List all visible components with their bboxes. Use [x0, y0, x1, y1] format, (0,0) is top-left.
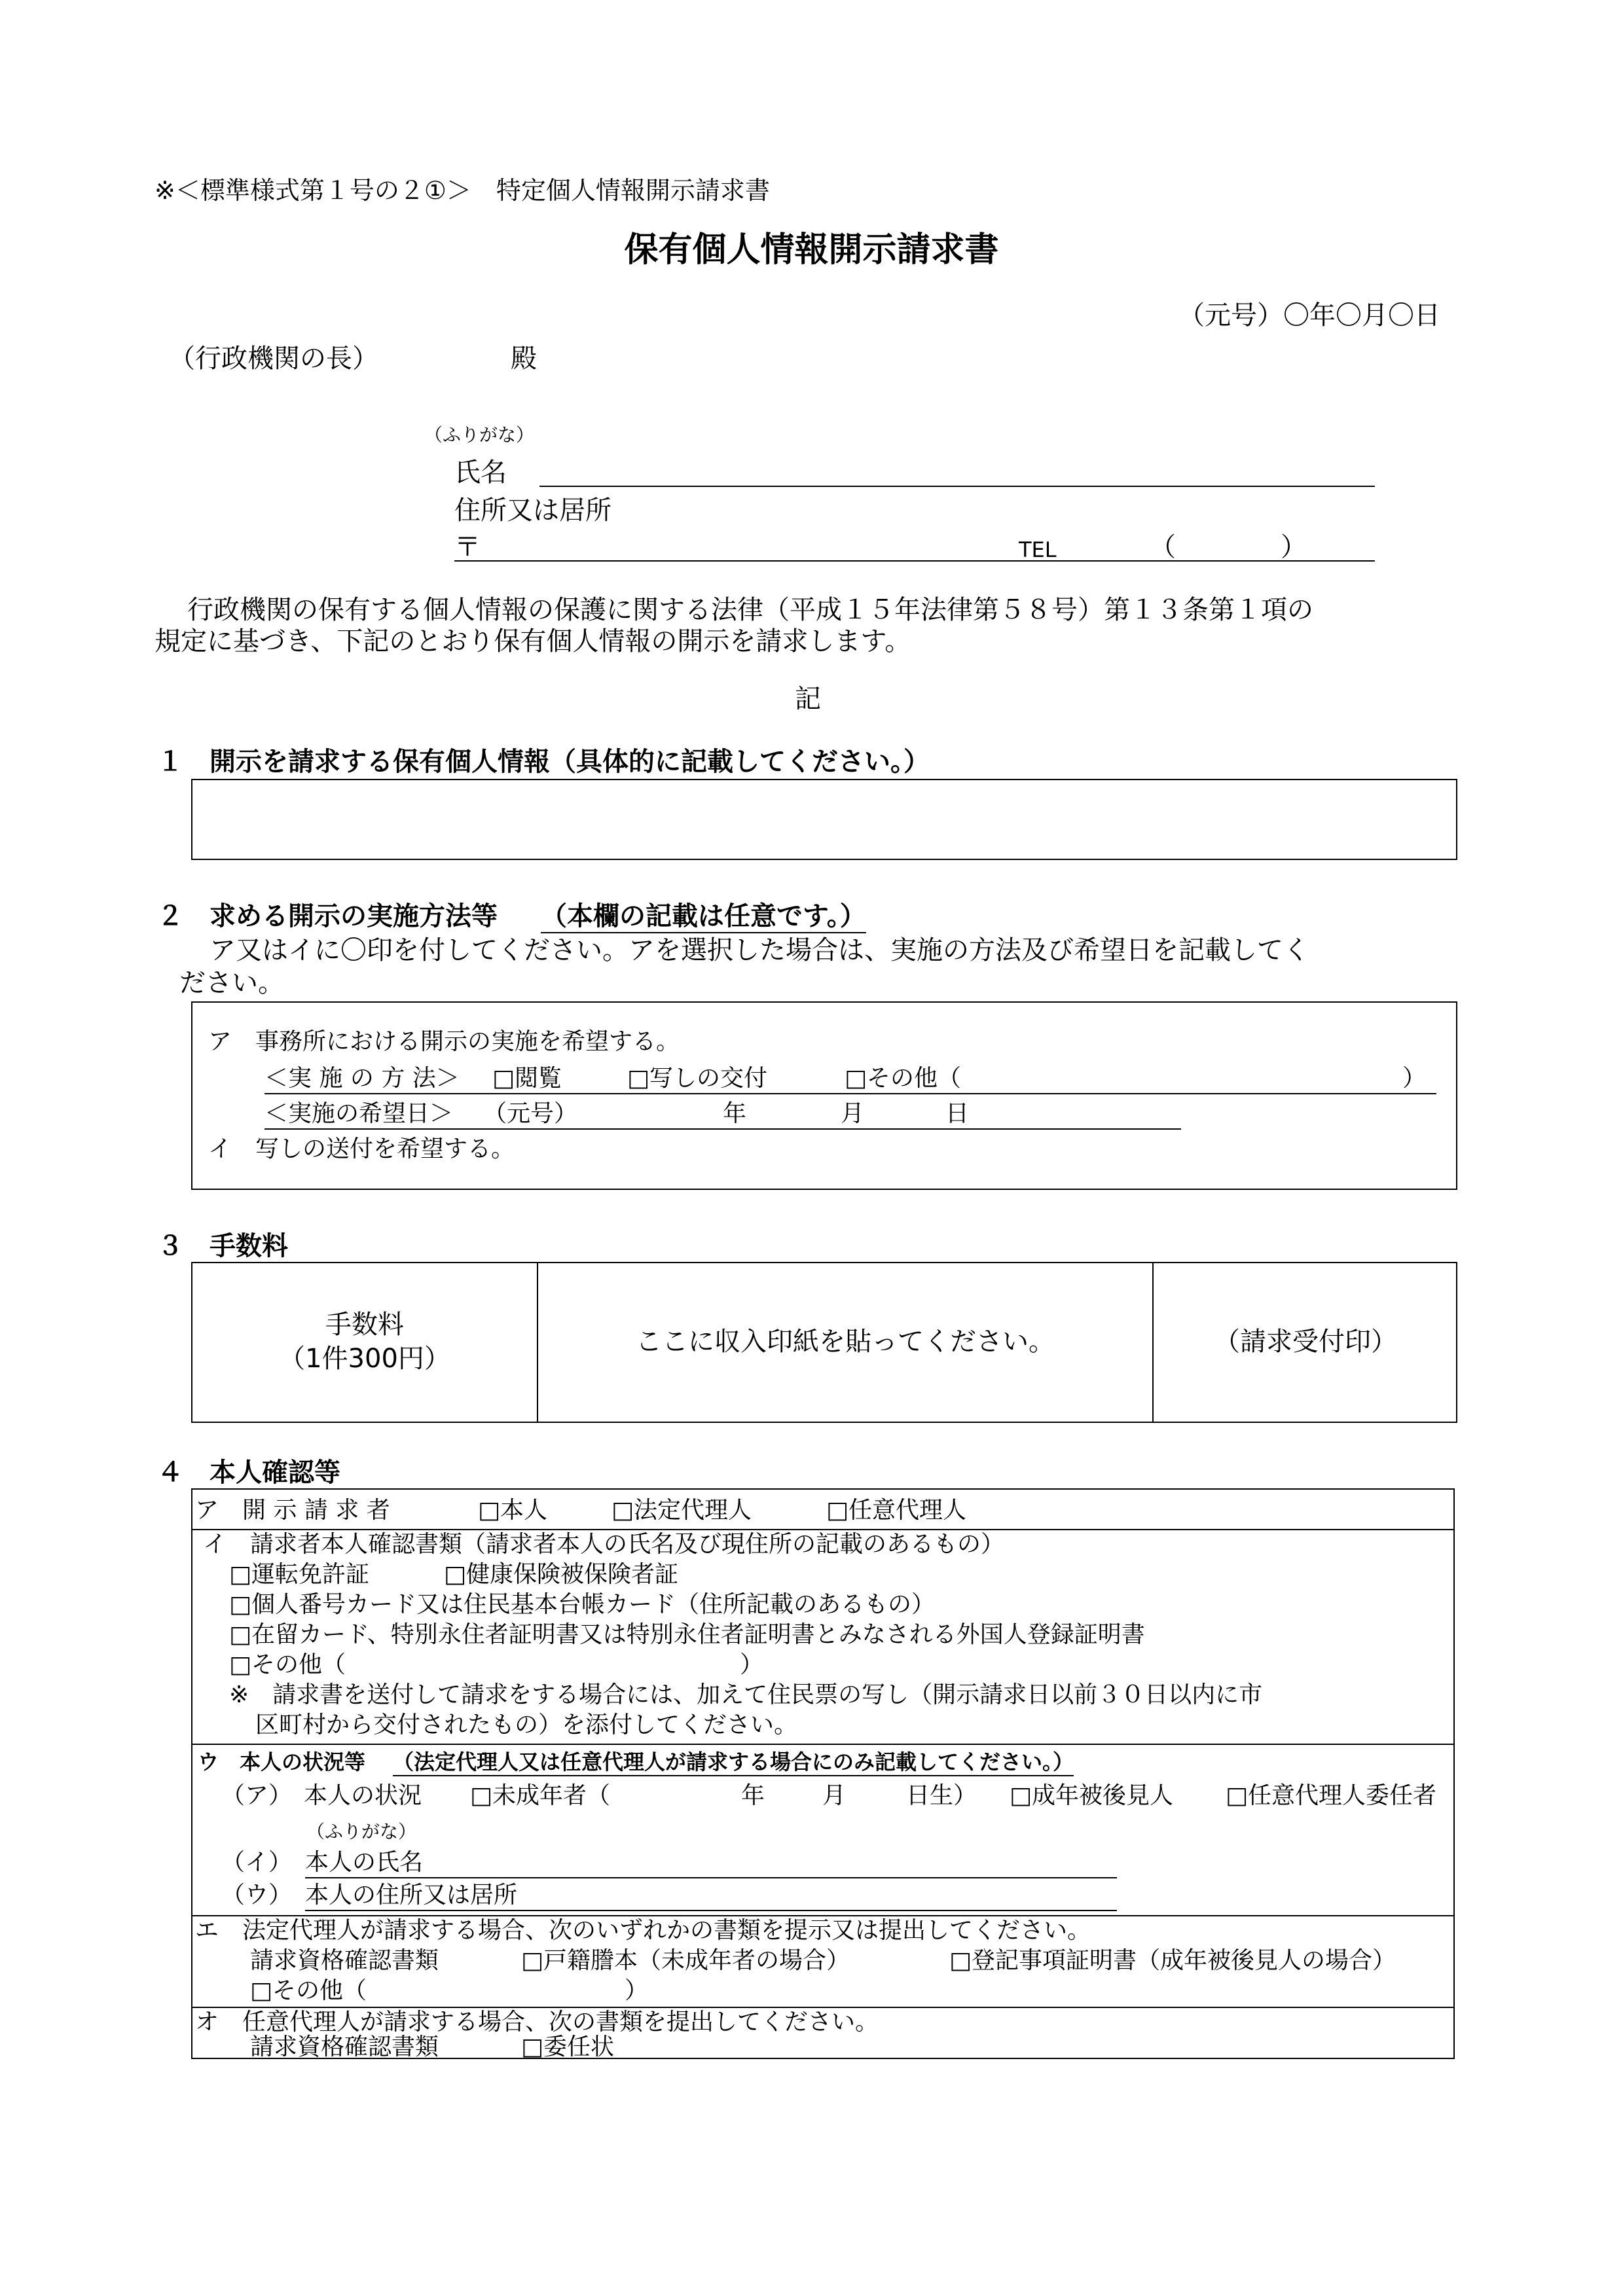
health-insurance-checkbox[interactable]: □健康保険被保険者証	[444, 1561, 679, 1588]
principal-name-prefix: （イ）	[221, 1849, 293, 1876]
row-divider-2	[192, 1744, 1453, 1745]
name-field[interactable]	[539, 486, 1375, 487]
section-2-instruction-1: ア又はイに〇印を付してください。アを選択した場合は、実施の方法及び希望日を記載してく	[210, 935, 1309, 965]
principal-status-label: （ア） 本人の状況	[221, 1782, 422, 1809]
page-title: 保有個人情報開示請求書	[624, 230, 999, 270]
honorific: 殿	[511, 344, 537, 374]
birth-month-label: 月	[822, 1782, 847, 1809]
section-2-note: （本欄の記載は任意です。）	[541, 901, 866, 933]
principal-status-heading: ウ 本人の状況等	[198, 1749, 366, 1774]
day-label: 日	[945, 1100, 970, 1127]
date-field[interactable]: （元号）〇年〇月〇日	[1178, 300, 1440, 331]
address-field[interactable]	[454, 560, 1375, 562]
delegator-checkbox[interactable]: □任意代理人委任者	[1226, 1782, 1437, 1809]
method-other-checkbox[interactable]: □その他（	[845, 1065, 962, 1092]
year-label: 年	[723, 1100, 747, 1127]
revenue-stamp-area[interactable]: ここに収入印紙を貼ってください。	[636, 1327, 1055, 1357]
principal-status-note: （法定代理人又は任意代理人が請求する場合にのみ記載してください。）	[393, 1749, 1074, 1776]
form-number: ※＜標準様式第１号の２①＞ 特定個人情報開示請求書	[155, 176, 770, 205]
option-a-label[interactable]: ア 事務所における開示の実施を希望する。	[208, 1028, 680, 1055]
legal-agent-docs-title: 請求資格確認書類	[250, 1947, 439, 1974]
mail-note-line-2: 区町村から交付されたもの）を添付してください。	[255, 1712, 798, 1738]
registry-certificate-checkbox[interactable]: □登記事項証明書（成年被後見人の場合）	[949, 1947, 1396, 1974]
date-wish-field[interactable]	[264, 1128, 1181, 1130]
fee-box	[191, 1262, 1457, 1423]
method-underline	[264, 1093, 1436, 1094]
furigana-label: （ふりがな）	[424, 424, 535, 446]
birth-year-label: 年	[741, 1782, 765, 1809]
legal-agent-other-checkbox[interactable]: □その他（	[250, 1977, 367, 2004]
adult-ward-checkbox[interactable]: □成年被後見人	[1010, 1782, 1174, 1809]
principal-address-field[interactable]	[305, 1910, 1117, 1911]
principal-address-prefix: （ウ）	[221, 1882, 293, 1909]
principal-furigana-label: （ふりがな）	[306, 1821, 417, 1842]
requester-type-label: ア 開 示 請 求 者	[195, 1497, 390, 1524]
intro-line-2: 規定に基づき、下記のとおり保有個人情報の開示を請求します。	[155, 626, 911, 656]
minor-checkbox[interactable]: □未成年者（	[470, 1782, 611, 1809]
address-label: 住所又は居所	[454, 495, 611, 526]
intro-line-1: 行政機関の保有する個人情報の保護に関する法律（平成１５年法律第５８号）第１３条第１項の	[187, 595, 1313, 625]
section-2-instruction-2: ださい。	[179, 968, 284, 998]
date-wish-label: ＜実施の希望日＞	[264, 1100, 454, 1127]
ki-mark: 記	[795, 684, 821, 714]
receipt-stamp-area: （請求受付印）	[1214, 1327, 1397, 1357]
id-other-close: ）	[740, 1651, 764, 1678]
requester-voluntary-agent-checkbox[interactable]: □任意代理人	[826, 1497, 967, 1524]
option-i-label[interactable]: イ 写しの送付を希望する。	[208, 1136, 515, 1162]
mynumber-card-checkbox[interactable]: □個人番号カード又は住民基本台帳カード（住所記載のあるもの）	[229, 1591, 936, 1618]
residence-card-checkbox[interactable]: □在留カード、特別永住者証明書又は特別永住者証明書とみなされる外国人登録証明書	[229, 1621, 1145, 1648]
tel-label: TEL	[1019, 537, 1057, 562]
fee-amount: （1件300円）	[279, 1344, 450, 1374]
tel-paren: （ ）	[1150, 532, 1307, 562]
id-other-checkbox[interactable]: □その他（	[229, 1651, 346, 1678]
method-copy-checkbox[interactable]: □写しの交付	[627, 1065, 768, 1092]
addressee: （行政機関の長）	[169, 344, 378, 374]
identity-box	[191, 1488, 1455, 2059]
family-register-checkbox[interactable]: □戸籍謄本（未成年者の場合）	[521, 1947, 850, 1974]
method-label: ＜実 施 の 方 法＞	[264, 1065, 460, 1092]
principal-address-label: 本人の住所又は居所	[305, 1882, 518, 1909]
fee-label: 手数料	[325, 1310, 404, 1340]
voluntary-agent-docs-title: 請求資格確認書類	[250, 2034, 439, 2060]
mail-note-line-1: ※ 請求書を送付して請求をする場合には、加えて住民票の写し（開示請求日以前３０日以内に市	[229, 1681, 1263, 1708]
section-3-heading: ３ 手数料	[157, 1231, 288, 1261]
principal-name-field[interactable]	[305, 1877, 1117, 1878]
requested-info-field[interactable]	[191, 779, 1457, 860]
section-1-heading: １ 開示を請求する保有個人情報（具体的に記載してください。）	[157, 747, 930, 777]
power-of-attorney-checkbox[interactable]: □委任状	[521, 2034, 615, 2060]
legal-agent-docs-label: エ 法定代理人が請求する場合、次のいずれかの書類を提示又は提出してください。	[195, 1917, 1091, 1944]
era-label: （元号）	[483, 1100, 578, 1127]
method-view-checkbox[interactable]: □閲覧	[492, 1065, 562, 1092]
month-label: 月	[841, 1100, 865, 1127]
method-box	[191, 1001, 1457, 1190]
legal-agent-other-close: ）	[625, 1977, 649, 2004]
drivers-license-checkbox[interactable]: □運転免許証	[229, 1561, 370, 1588]
section-4-heading: ４ 本人確認等	[157, 1458, 340, 1488]
requester-legal-agent-checkbox[interactable]: □法定代理人	[611, 1497, 752, 1524]
birth-day-label: 日生）	[906, 1782, 977, 1809]
method-other-close: ）	[1402, 1065, 1427, 1092]
id-docs-label: イ 請求者本人確認書類（請求者本人の氏名及び現住所の記載のあるもの）	[203, 1531, 1005, 1558]
requester-self-checkbox[interactable]: □本人	[478, 1497, 548, 1524]
voluntary-agent-docs-label: オ 任意代理人が請求する場合、次の書類を提出してください。	[195, 2009, 879, 2036]
postal-mark: 〒	[454, 532, 481, 562]
name-label: 氏名	[454, 457, 507, 488]
principal-name-label: 本人の氏名	[305, 1849, 424, 1876]
section-2-heading: ２ 求める開示の実施方法等	[157, 901, 498, 931]
